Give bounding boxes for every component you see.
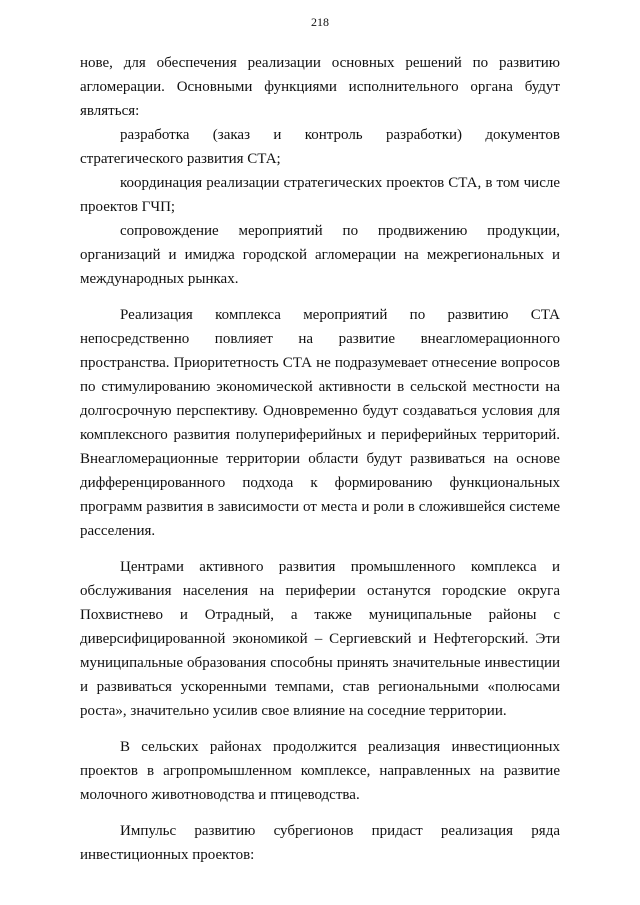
paragraph-continuation: нове, для обеспечения реализации основных решений по развитию агломерации. Основными функциями исполнительного органа будут являться: [80,55,560,119]
paragraph-rural-districts: В сельских районах продолжится реализация инвестиционных проектов в агропромышленном комплексе, направленных на развитие молочного животноводства и птицеводства. [80,739,560,803]
list-item-project-coordination: координация реализации стратегических проектов СТА, в том числе проектов ГЧП; [80,175,560,215]
list-item-promotion: сопровождение мероприятий по продвижению продукции, организаций и имиджа городской агломерации на межрегиональных и международных рынках. [80,223,560,287]
list-item-strategy-documents: разработка (заказ и контроль разработки) документов стратегического развития СТА; [80,127,560,167]
body-text [80,51,560,867]
paragraph-growth-centers: Центрами активного развития промышленного комплекса и обслуживания населения на периферии останутся городские округа Похвистнево и Отрадный, а также муниципальные районы с диверсифицированной экономикой – Сергиевский и Нефтегорский. Эти муниципальные образования способны принять значительные инвестиции и развиваться ускоренными темпами, став региональными «полюсами роста», значительно усилив свое влияние на соседние территории. [80,559,560,719]
paragraph-investment-projects: Импульс развитию субрегионов придаст реализация ряда инвестиционных проектов: [80,823,560,863]
paragraph-extra-agglomeration: Реализация комплекса мероприятий по развитию СТА непосредственно повлияет на развитие внеагломерационного пространства. Приоритетность СТА не подразумевает отнесение вопросов по стимулированию экономической активности в сельской местности на долгосрочную перспективу. Одновременно будут создаваться условия для комплексного развития полупериферийных и периферийных территорий. Внеагломерационные территории области будут развиваться на основе дифференцированного подхода к формированию функциональных программ развития в зависимости от места и роли в сложившейся системе расселения. [80,307,560,539]
page-number: 218 [311,15,329,29]
